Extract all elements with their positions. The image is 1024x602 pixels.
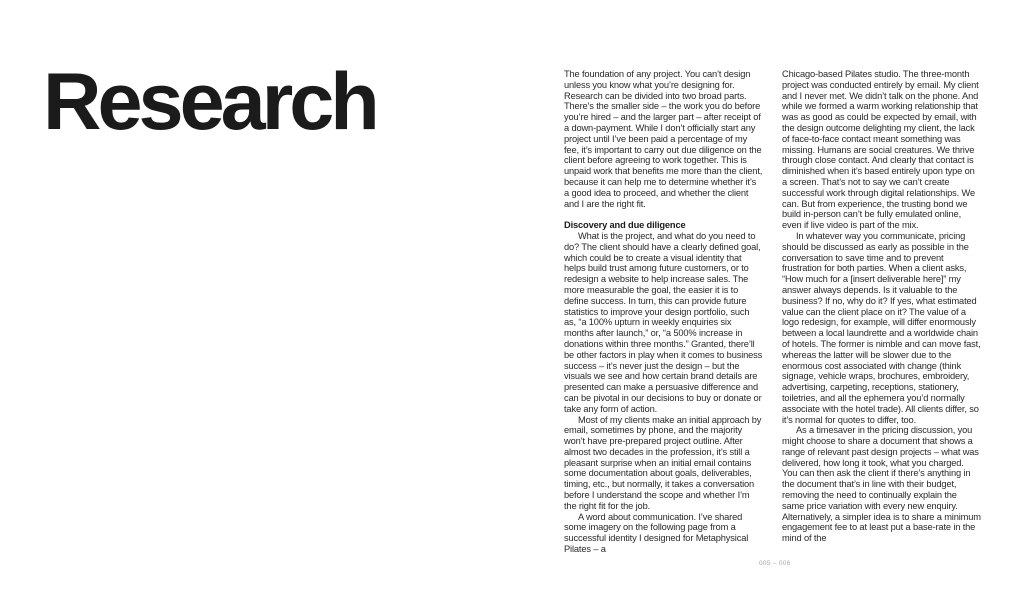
page-title: Research <box>43 57 376 147</box>
body-paragraph: What is the project, and what do you need to do? The client should have a clearly defined goal, which could be to create a visual identity that helps build trust among future customers, or to redesign a website to help increase sales. The more measurable the goal, the easier it is to define success. In turn, this can provide future statistics to improve your design portfolio, such as, “a 100% upturn in weekly enquiries six months after launch,” or, “a 500% increase in donations within three months.” Granted, there’ll be other factors in play when it comes to business success – it’s never just the design – but the visuals we see and how certain brand details are presented can make a persuasive difference and can be pivotal in our decisions to buy or donate or take any form of action. <box>564 230 763 414</box>
text-column-left <box>564 69 763 555</box>
page-numbers: 005 – 006 <box>759 560 791 567</box>
body-paragraph: Chicago-based Pilates studio. The three-month project was conducted entirely by email. My client and I never met. We didn’t talk on the phone. And while we formed a warm working relationship that was as good as could be expected by email, with the design outcome delighting my client, the lack of face-to-face contact meant something was missing. Humans are social creatures. We thrive through close contact. And clearly that contact is diminished when it’s based entirely upon type on a screen. That’s not to say we can’t create successful work through digital relationships. We can. But from experience, the trusting bond we build in-person can’t be fully emulated online, even if live video is part of the mix. <box>782 69 979 231</box>
text-column-right <box>782 69 981 544</box>
section-subheading: Discovery and due diligence <box>564 220 686 231</box>
intro-paragraph: The foundation of any project. You can’t design unless you know what you’re designing for. Research can be divided into two broad parts. There’s the smaller side – the work you do before you’re hired – and the larger part – after receipt of a down-payment. While I don’t officially start any project until I’ve been paid a percentage of my fee, it’s important to carry out due diligence on the client before agreeing to work together. This is unpaid work that benefits me more than the client, because it can help me to determine whether it’s a good idea to proceed, and whether the client and I are the right fit. <box>564 69 763 209</box>
body-paragraph: In whatever way you communicate, pricing should be discussed as early as possible in the conversation to save time and to prevent frustration for both parties. When a client asks, “How much for a [insert deliverable here]” my answer always depends. Is it valuable to the business? If no, why do it? If yes, what estimated value can the client place on it? The value of a logo redesign, for example, will differ enormously between a local laundrette and a worldwide chain of hotels. The former is nimble and can move fast, whereas the latter will be slower due to the enormous cost associated with change (think signage, vehicle wraps, brochures, embroidery, advertising, carpeting, receptions, stationery, toiletries, and all the ephemera you’d normally associate with the hotel trade). All clients differ, so it’s normal for quotes to differ, too. <box>782 230 981 425</box>
body-paragraph: As a timesaver in the pricing discussion, you might choose to share a document that shows a range of relevant past design projects – what was delivered, how long it took, what you charged. You can then ask the client if there’s anything in the document that’s in line with their budget, removing the need to continually explain the same price variation with every new enquiry. Alternatively, a simpler idea is to share a minimum engagement fee to at least put a base-rate in the mind of the <box>782 425 981 544</box>
body-paragraph: Most of my clients make an initial approach by email, sometimes by phone, and the majority won’t have pre-prepared project outline. After almost two decades in the profession, it’s still a pleasant surprise when an initial email contains some documentation about goals, deliverables, timing, etc., but normally, it takes a conversation before I understand the scope and whether I’m the right fit for the job. <box>564 414 762 511</box>
body-paragraph: A word about communication. I’ve shared some imagery on the following page from a successful identity I designed for Metaphysical Pilates – a <box>564 511 749 555</box>
